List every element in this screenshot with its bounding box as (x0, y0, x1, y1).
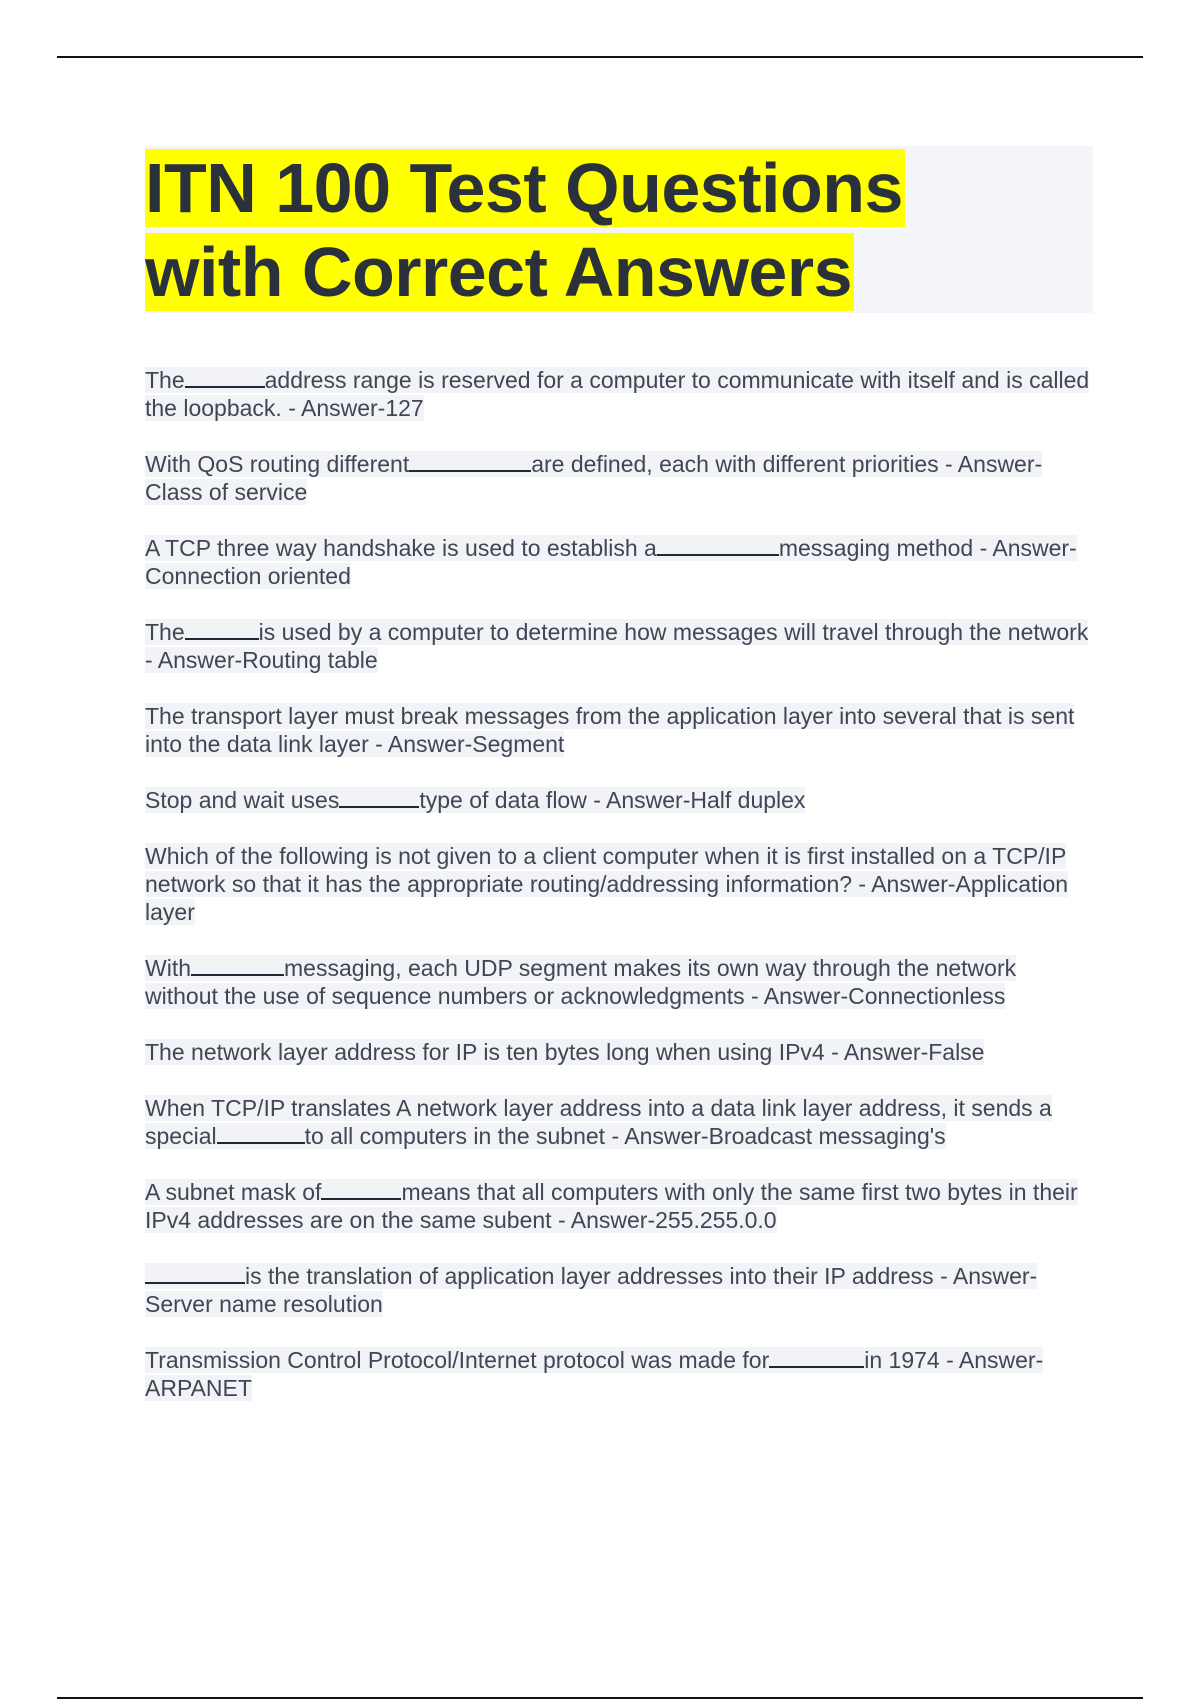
question-text-after: that is sent into the data link layer - Answer-Segment (145, 703, 1075, 757)
question-text-after: messaging, each UDP segment makes its own way through the network without the use of sequence numbers or acknowledgments - Answer-Connectionless (145, 955, 1017, 1009)
question-text-before: When TCP/IP translates A network layer address into a data link layer address, it sends a special (145, 1095, 1052, 1149)
question-item (145, 1178, 1090, 1234)
question-text (145, 703, 1074, 757)
question-item (145, 702, 1090, 758)
question-item (145, 618, 1090, 674)
top-rule (57, 56, 1143, 58)
question-text (145, 367, 1089, 421)
question-item (145, 1038, 1090, 1066)
question-item (145, 786, 1090, 814)
question-text-before: The (145, 367, 185, 393)
question-list (145, 366, 1090, 1430)
question-text (145, 1347, 1043, 1401)
question-text-before: The transport layer must break messages from the application layer into several (145, 703, 957, 729)
question-item (145, 1346, 1090, 1402)
answer-blank (769, 1346, 864, 1368)
question-text (145, 843, 1068, 925)
question-text-before: The (145, 619, 185, 645)
question-item (145, 534, 1090, 590)
question-text (145, 1263, 1037, 1317)
answer-blank (657, 534, 779, 556)
title-line-1: ITN 100 Test Questions (145, 149, 903, 227)
question-text (145, 955, 1016, 1009)
question-text (145, 1039, 984, 1065)
question-item (145, 1094, 1090, 1150)
question-text-after: type of data flow - Answer-Half duplex (419, 787, 806, 813)
question-item (145, 954, 1090, 1010)
question-text-after: is the translation of application layer addresses into their IP address - Answer-Server name resolution (145, 1263, 1038, 1317)
question-item (145, 366, 1090, 422)
question-text (145, 1095, 1052, 1149)
question-text-before: Transmission Control Protocol/Internet protocol was made for (145, 1347, 770, 1373)
question-item (145, 842, 1090, 926)
document-title (145, 146, 1093, 314)
title-block (145, 146, 1093, 313)
answer-blank (191, 954, 284, 976)
question-text-before: Stop and wait uses (145, 787, 340, 813)
question-item (145, 450, 1090, 506)
answer-blank (339, 786, 419, 808)
answer-blank (185, 618, 259, 640)
question-item (145, 1262, 1090, 1318)
question-text-before: Which of the following is not given to a client computer when it is first installed on a TCP/IP network so that it has the appropriate routing/addressing information? - Answer-Application layer (145, 843, 1069, 925)
question-text-before: With (145, 955, 191, 981)
question-text-before: The network layer address for IP is ten bytes long when using IPv4 - Answer-False (145, 1039, 985, 1065)
question-text-after: are defined, each with different priorities - Answer-Class of service (145, 451, 1043, 505)
title-line-2: with Correct Answers (145, 233, 853, 311)
question-text-after: to all computers in the subnet - Answer-Broadcast messaging's (304, 1123, 946, 1149)
question-text-before: A subnet mask of (145, 1179, 322, 1205)
question-text (145, 787, 805, 813)
question-text-before: With QoS routing different (145, 451, 410, 477)
question-text (145, 619, 1088, 673)
question-text-after: address range is reserved for a computer to communicate with itself and is called the loopback. - Answer-127 (145, 367, 1090, 421)
question-text-before: A TCP three way handshake is used to establish a (145, 535, 657, 561)
question-text-after: in 1974 - Answer-ARPANET (145, 1347, 1044, 1401)
answer-blank (145, 1262, 245, 1284)
question-text-after: messaging method - Answer-Connection oriented (145, 535, 1077, 589)
answer-blank (409, 450, 531, 472)
question-text-after: is used by a computer to determine how messages will travel through the network - Answer-Routing table (145, 619, 1089, 673)
answer-blank (185, 366, 265, 388)
answer-blank (321, 1178, 401, 1200)
question-text (145, 535, 1077, 589)
bottom-rule (57, 1697, 1143, 1699)
question-text (145, 1179, 1078, 1233)
question-text-after: means that all computers with only the same first two bytes in their IPv4 addresses are on the same subent - Answer-255.255.0.0 (145, 1179, 1078, 1233)
answer-blank (217, 1122, 305, 1144)
question-text (145, 451, 1042, 505)
